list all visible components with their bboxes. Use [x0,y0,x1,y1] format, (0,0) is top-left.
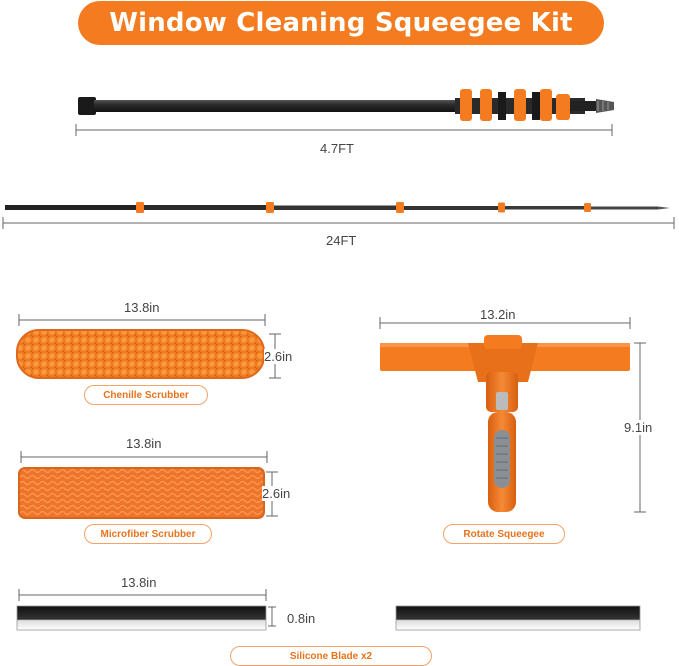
silicone-blade-right [396,606,640,630]
blade-width-label: 13.8in [121,575,157,590]
long-pole-length-label: 24FT [326,233,357,248]
long-extension-pole [5,202,670,213]
page-title: Window Cleaning Squeegee Kit [78,1,604,45]
chenille-scrubber-label: Chenille Scrubber [84,385,208,405]
chenille-width-label: 13.8in [124,300,160,315]
silicone-blade-label: Silicone Blade x2 [230,646,432,666]
squeegee-height-label: 9.1in [624,420,653,435]
silicone-blade-left [17,606,266,630]
short-pole-dimension-line [76,124,612,136]
chenille-scrubber-image [17,330,264,378]
rotate-squeegee-label: Rotate Squeegee [443,524,565,544]
long-pole-dimension-line [3,217,674,229]
blade-height-line [268,607,276,626]
microfiber-height-label: 2.6in [262,486,291,501]
microfiber-width-label: 13.8in [126,436,162,451]
chenille-height-label: 2.6in [264,349,293,364]
microfiber-scrubber-label: Microfiber Scrubber [84,524,212,544]
short-extension-pole [78,89,614,121]
blade-width-line [19,589,266,601]
squeegee-width-label: 13.2in [480,307,516,322]
rotate-squeegee-image [380,335,630,512]
microfiber-scrubber-width-line [21,451,267,463]
microfiber-scrubber-image [19,468,264,518]
short-pole-length-label: 4.7FT [320,141,354,156]
chenille-scrubber-width-line [19,314,265,326]
blade-height-label: 0.8in [287,611,316,626]
